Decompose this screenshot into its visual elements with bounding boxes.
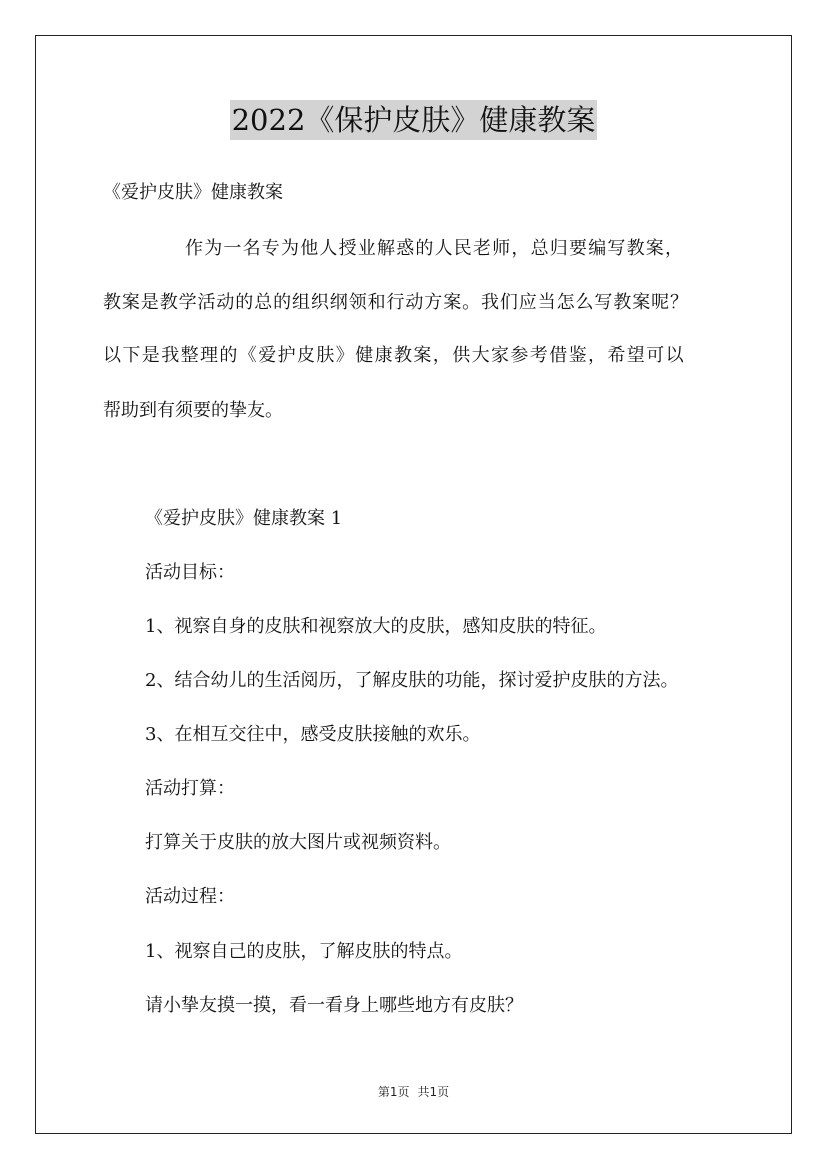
intro-line-4: 帮助到有须要的挚友。 — [103, 400, 283, 421]
body-line-1: 活动目标： — [145, 562, 235, 583]
intro-line-1: 作为一名专为他人授业解惑的人民老师，总归要编写教案， — [185, 238, 685, 259]
body-line-9: 请小挚友摸一摸，看一看身上哪些地方有皮肤？ — [145, 995, 523, 1016]
document-title: 2022《保护皮肤》健康教案 — [230, 100, 598, 140]
body-line-3: 2、结合幼儿的生活阅历，了解皮肤的功能，探讨爱护皮肤的方法。 — [145, 670, 679, 691]
page-number: 第1页 — [377, 1085, 410, 1099]
body-line-5: 活动打算： — [145, 778, 235, 799]
title-container — [0, 100, 827, 140]
body-line-6: 打算关于皮肤的放大图片或视频资料。 — [145, 832, 451, 853]
page-total: 共1页 — [417, 1085, 450, 1099]
body-line-7: 活动过程： — [145, 886, 235, 907]
body-line-2: 1、视察自身的皮肤和视察放大的皮肤，感知皮肤的特征。 — [145, 616, 607, 637]
document-subtitle: 《爱护皮肤》健康教案 — [103, 182, 283, 203]
page-footer — [0, 1083, 827, 1100]
intro-line-3: 以下是我整理的《爱护皮肤》健康教案，供大家参考借鉴，希望可以 — [103, 345, 685, 366]
intro-line-2: 教案是教学活动的总的组织纲领和行动方案。我们应当怎么写教案呢？ — [103, 292, 689, 313]
section-title: 《爱护皮肤》健康教案 1 — [145, 508, 343, 529]
body-line-8: 1、视察自己的皮肤，了解皮肤的特点。 — [145, 941, 463, 962]
body-line-4: 3、在相互交往中，感受皮肤接触的欢乐。 — [145, 724, 481, 745]
